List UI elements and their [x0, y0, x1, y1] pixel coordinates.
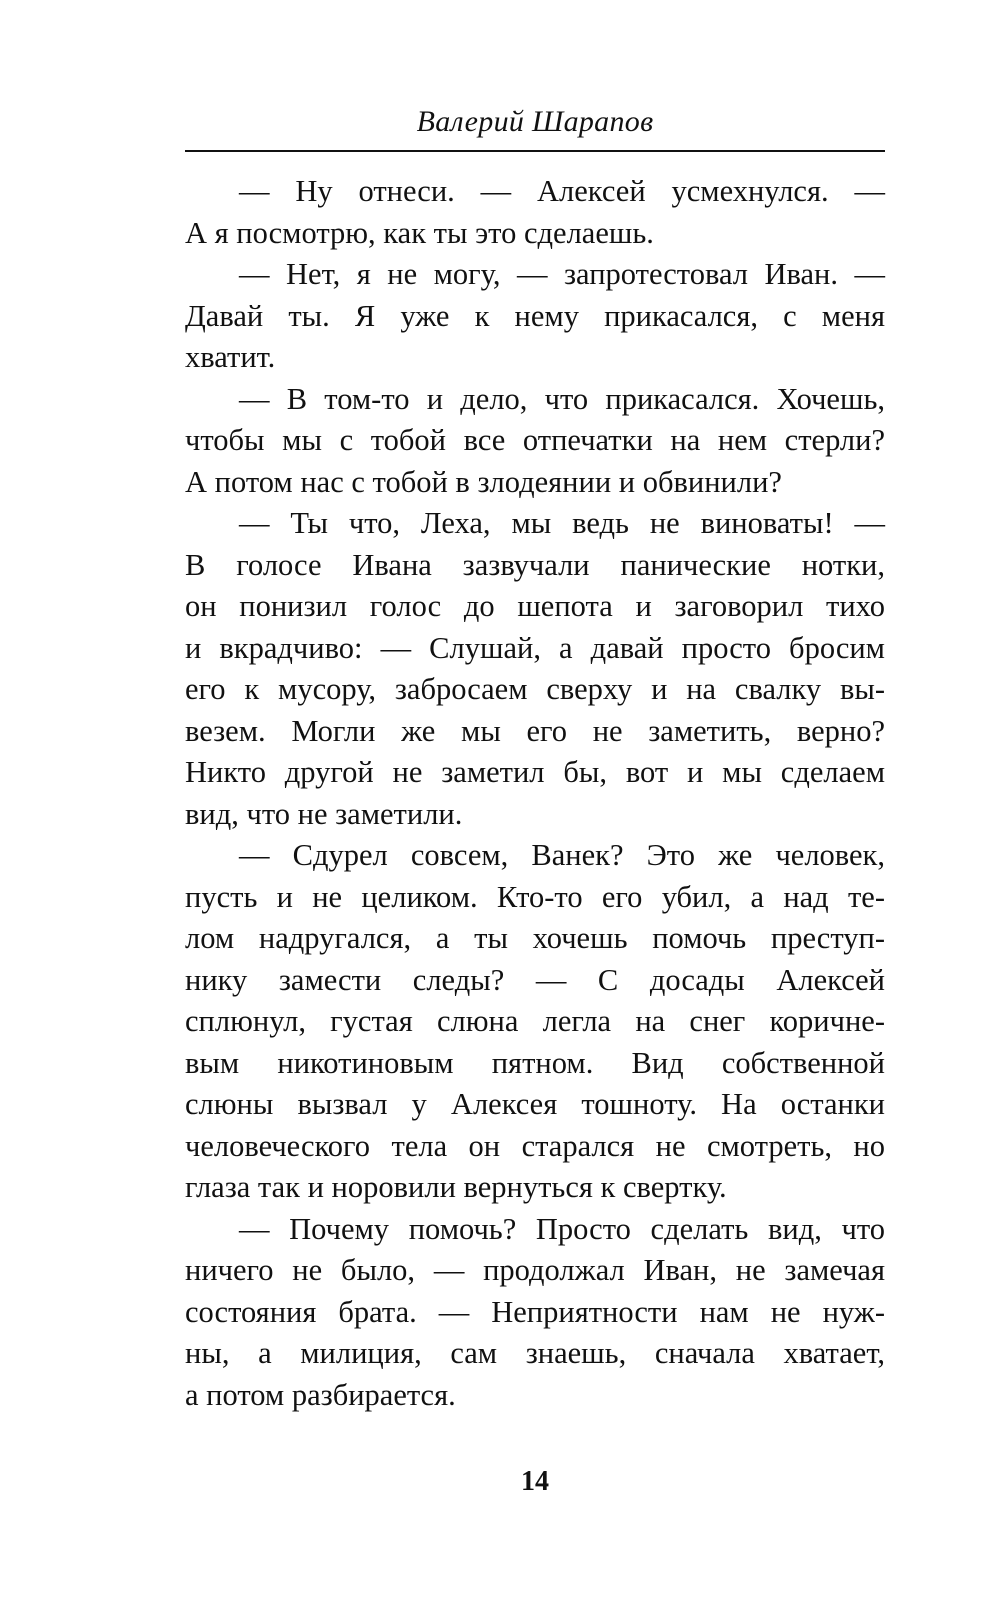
text-line: человеческого тела он старался не смотреть, но: [185, 1128, 885, 1163]
text-line: — В том-то и дело, что прикасался. Хочешь,: [239, 381, 885, 416]
text-line: везем. Могли же мы его не заметить, верно?: [185, 713, 885, 748]
text-line: А я посмотрю, как ты это сделаешь.: [185, 215, 654, 250]
text-line: А потом нас с тобой в злодеянии и обвинили?: [185, 464, 782, 499]
text-line: его к мусору, забросаем сверху и на свалку вы-: [185, 672, 885, 706]
running-head: Валерий Шарапов: [416, 105, 654, 138]
text-line: — Нет, я не могу, — запротестовал Иван. —: [239, 257, 885, 291]
page-number: 14: [521, 1466, 549, 1497]
body-text: [185, 171, 885, 1416]
text-line: Давай ты. Я уже к нему прикасался, с меня: [185, 298, 885, 333]
text-line: — Почему помочь? Просто сделать вид, что: [239, 1211, 885, 1246]
text-line: пусть и не целиком. Кто-то его убил, а над те-: [185, 879, 885, 914]
text-line: вид, что не заметили.: [185, 796, 463, 831]
text-line: ничего не было, — продолжал Иван, не замечая: [185, 1253, 885, 1287]
text-line: чтобы мы с тобой все отпечатки на нем стерли?: [185, 423, 885, 457]
text-line: глаза так и норовили вернуться к свертку.: [185, 1170, 727, 1204]
text-line: Никто другой не заметил бы, вот и мы сделаем: [185, 755, 885, 789]
text-line: нику замести следы? — С досады Алексей: [185, 962, 885, 997]
text-line: хватит.: [185, 340, 276, 374]
header-rule: [185, 150, 885, 152]
text-line: состояния брата. — Неприятности нам не нуж-: [185, 1294, 885, 1329]
text-line: а потом разбирается.: [185, 1377, 456, 1412]
text-line: — Ну отнеси. — Алексей усмехнулся. —: [239, 174, 885, 208]
text-line: — Сдурел совсем, Ванек? Это же человек,: [239, 838, 885, 872]
text-line: — Ты что, Леха, мы ведь не виноваты! —: [239, 506, 885, 540]
text-line: слюны вызвал у Алексея тошноту. На останки: [185, 1087, 885, 1121]
text-line: он понизил голос до шепота и заговорил тихо: [185, 589, 885, 623]
text-line: и вкрадчиво: — Слушай, а давай просто бросим: [185, 630, 885, 665]
text-line: лом надругался, а ты хочешь помочь преступ-: [185, 921, 885, 955]
text-line: В голосе Ивана зазвучали панические нотки,: [185, 547, 885, 582]
text-line: вым никотиновым пятном. Вид собственной: [185, 1045, 885, 1080]
text-line: сплюнул, густая слюна легла на снег коричне-: [185, 1004, 885, 1038]
text-line: ны, а милиция, сам знаешь, сначала хватает,: [185, 1336, 885, 1370]
